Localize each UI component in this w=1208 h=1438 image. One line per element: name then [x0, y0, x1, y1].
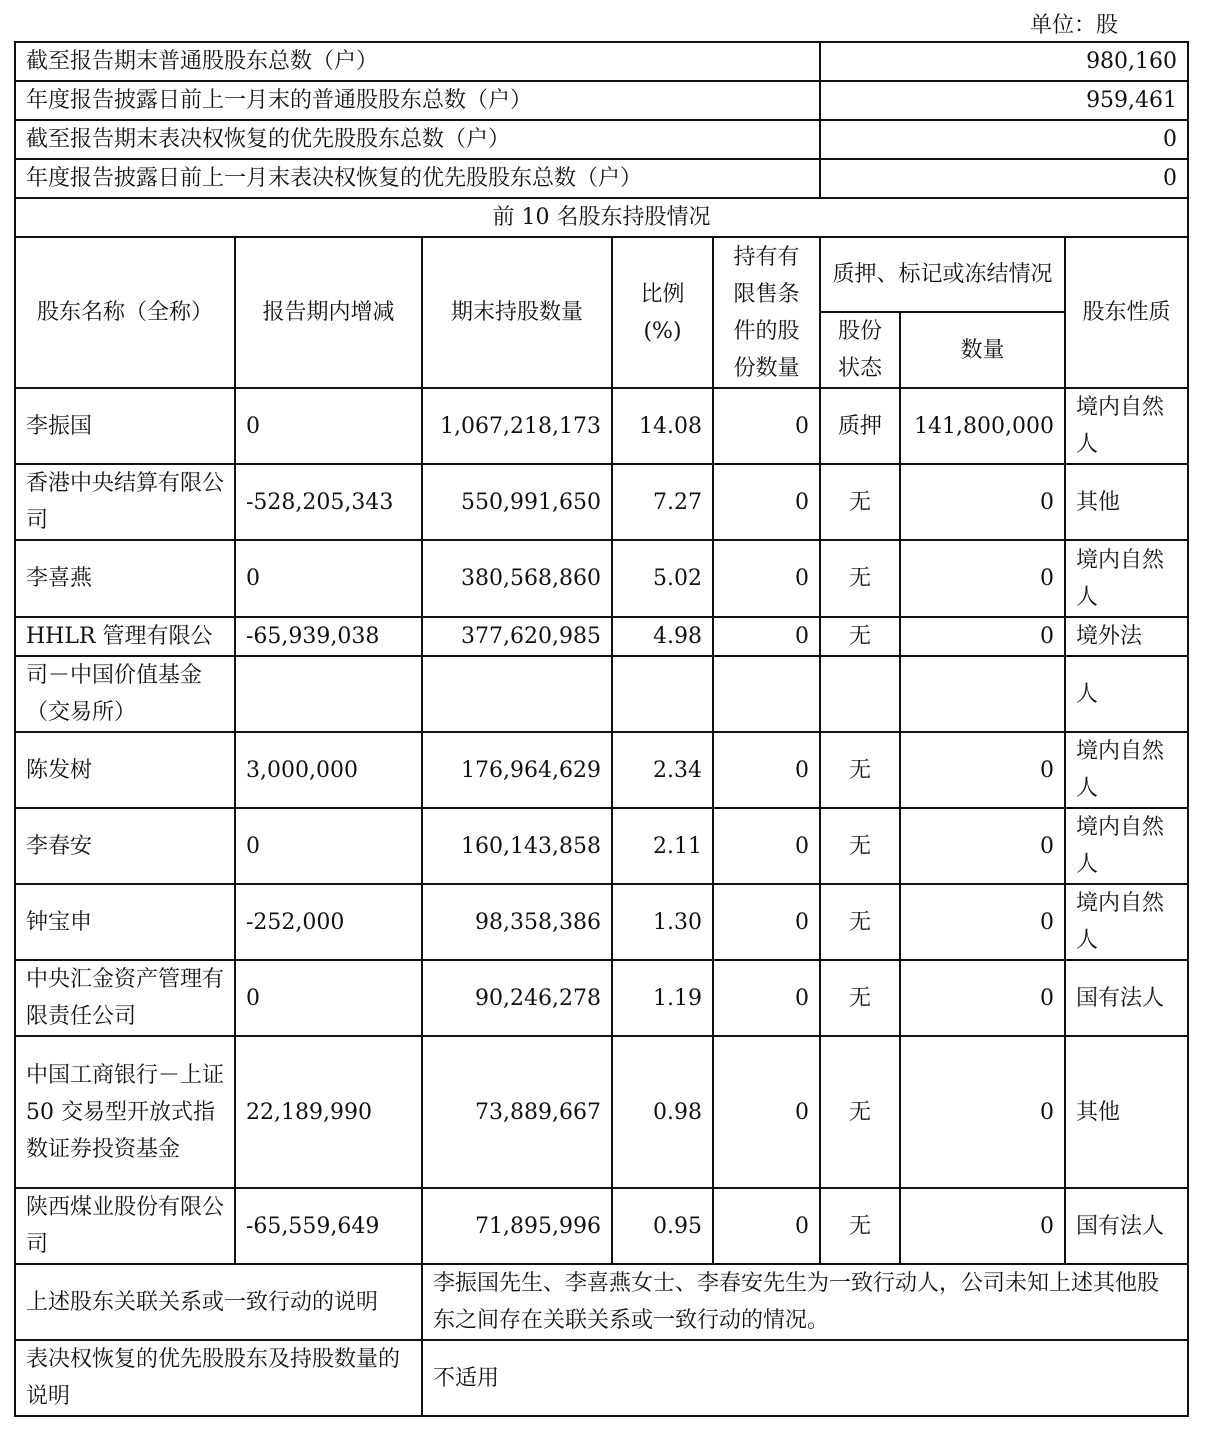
ratio: 1.30: [612, 884, 713, 960]
share-status: 无: [820, 732, 900, 808]
table-row: [15, 732, 1188, 808]
pledge-qty: 0: [900, 617, 1065, 656]
header-restricted: 持有有限售条件的股份数量: [713, 237, 820, 388]
held: 377,620,985: [422, 617, 612, 656]
summary-value: 0: [820, 120, 1188, 159]
ratio: 5.02: [612, 540, 713, 617]
change: -528,205,343: [235, 464, 422, 540]
header-held: 期末持股数量: [422, 237, 612, 388]
table-row: [15, 656, 1188, 732]
summary-value: 0: [820, 159, 1188, 198]
change: -65,939,038: [235, 617, 422, 656]
restricted: 0: [713, 808, 820, 884]
shareholder-name: 李春安: [15, 808, 235, 884]
pledge-qty: 0: [900, 732, 1065, 808]
section-title: 前 10 名股东持股情况: [15, 198, 1188, 237]
held: 550,991,650: [422, 464, 612, 540]
header-qty: 数量: [900, 312, 1065, 388]
share-status: [820, 656, 900, 732]
note-label: 表决权恢复的优先股股东及持股数量的说明: [15, 1340, 422, 1416]
held: 71,895,996: [422, 1188, 612, 1264]
header-name: 股东名称（全称）: [15, 237, 235, 388]
nature: 境内自然人: [1065, 732, 1188, 808]
shareholder-name: 陈发树: [15, 732, 235, 808]
nature: 境外法: [1065, 617, 1188, 656]
restricted: 0: [713, 960, 820, 1036]
share-status: 无: [820, 808, 900, 884]
shareholder-name: 李振国: [15, 388, 235, 464]
ratio: 2.11: [612, 808, 713, 884]
ratio: 2.34: [612, 732, 713, 808]
change: -65,559,649: [235, 1188, 422, 1264]
nature: 境内自然人: [1065, 388, 1188, 464]
summary-row: [15, 120, 1188, 159]
change: 3,000,000: [235, 732, 422, 808]
held: 1,067,218,173: [422, 388, 612, 464]
shareholder-name: 陕西煤业股份有限公司: [15, 1188, 235, 1264]
summary-label: 年度报告披露日前上一月末表决权恢复的优先股股东总数（户）: [15, 159, 820, 198]
table-row: [15, 388, 1188, 464]
change: 0: [235, 540, 422, 617]
pledge-qty: [900, 656, 1065, 732]
share-status: 无: [820, 960, 900, 1036]
change: [235, 656, 422, 732]
restricted: 0: [713, 540, 820, 617]
summary-row: [15, 42, 1188, 81]
shareholder-name: 钟宝申: [15, 884, 235, 960]
header-status: 股份状态: [820, 312, 900, 388]
note-label: 上述股东关联关系或一致行动的说明: [15, 1264, 422, 1340]
note-value: 李振国先生、李喜燕女士、李春安先生为一致行动人，公司未知上述其他股东之间存在关联关系或一致行动的情况。: [422, 1264, 1188, 1340]
change: 0: [235, 960, 422, 1036]
nature: 境内自然人: [1065, 808, 1188, 884]
table-row: [15, 884, 1188, 960]
restricted: 0: [713, 617, 820, 656]
header-pledge: 质押、标记或冻结情况: [820, 237, 1065, 312]
shareholder-table: [14, 41, 1189, 1417]
nature: 其他: [1065, 1036, 1188, 1188]
note-row: [15, 1264, 1188, 1340]
change: -252,000: [235, 884, 422, 960]
pledge-qty: 0: [900, 808, 1065, 884]
summary-value: 959,461: [820, 81, 1188, 120]
header-ratio: 比例(%): [612, 237, 713, 388]
table-row: [15, 808, 1188, 884]
header-nature: 股东性质: [1065, 237, 1188, 388]
restricted: 0: [713, 1036, 820, 1188]
shareholder-name: 香港中央结算有限公司: [15, 464, 235, 540]
note-row: [15, 1340, 1188, 1416]
nature: 其他: [1065, 464, 1188, 540]
restricted: 0: [713, 732, 820, 808]
ratio: [612, 656, 713, 732]
pledge-qty: 0: [900, 884, 1065, 960]
share-status: 无: [820, 884, 900, 960]
held: 73,889,667: [422, 1036, 612, 1188]
summary-value: 980,160: [820, 42, 1188, 81]
nature: 人: [1065, 656, 1188, 732]
ratio: 4.98: [612, 617, 713, 656]
pledge-qty: 0: [900, 1188, 1065, 1264]
ratio: 0.98: [612, 1036, 713, 1188]
nature: 境内自然人: [1065, 540, 1188, 617]
ratio: 0.95: [612, 1188, 713, 1264]
shareholder-name: 司－中国价值基金（交易所）: [15, 656, 235, 732]
restricted: 0: [713, 388, 820, 464]
held: 380,568,860: [422, 540, 612, 617]
table-row: [15, 464, 1188, 540]
ratio: 14.08: [612, 388, 713, 464]
shareholder-name: 李喜燕: [15, 540, 235, 617]
held: 160,143,858: [422, 808, 612, 884]
restricted: 0: [713, 884, 820, 960]
share-status: 质押: [820, 388, 900, 464]
summary-row: [15, 159, 1188, 198]
restricted: [713, 656, 820, 732]
change: 22,189,990: [235, 1036, 422, 1188]
summary-label: 截至报告期末普通股股东总数（户）: [15, 42, 820, 81]
table-row: [15, 1036, 1188, 1188]
nature: 国有法人: [1065, 1188, 1188, 1264]
summary-label: 年度报告披露日前上一月末的普通股股东总数（户）: [15, 81, 820, 120]
change: 0: [235, 808, 422, 884]
share-status: 无: [820, 540, 900, 617]
ratio: 1.19: [612, 960, 713, 1036]
held: [422, 656, 612, 732]
unit-label: 单位：股: [1030, 13, 1119, 38]
note-value: 不适用: [422, 1340, 1188, 1416]
shareholder-name: 中央汇金资产管理有限责任公司: [15, 960, 235, 1036]
shareholder-name: 中国工商银行－上证 50 交易型开放式指数证券投资基金: [15, 1036, 235, 1188]
change: 0: [235, 388, 422, 464]
restricted: 0: [713, 464, 820, 540]
summary-row: [15, 81, 1188, 120]
table-row: [15, 540, 1188, 617]
held: 90,246,278: [422, 960, 612, 1036]
held: 176,964,629: [422, 732, 612, 808]
restricted: 0: [713, 1188, 820, 1264]
nature: 境内自然人: [1065, 884, 1188, 960]
header-change: 报告期内增减: [235, 237, 422, 388]
pledge-qty: 0: [900, 1036, 1065, 1188]
table-row: [15, 960, 1188, 1036]
held: 98,358,386: [422, 884, 612, 960]
pledge-qty: 141,800,000: [900, 388, 1065, 464]
table-row: [15, 617, 1188, 656]
table-row: [15, 1188, 1188, 1264]
shareholder-name: HHLR 管理有限公: [15, 617, 235, 656]
nature: 国有法人: [1065, 960, 1188, 1036]
summary-label: 截至报告期末表决权恢复的优先股股东总数（户）: [15, 120, 820, 159]
pledge-qty: 0: [900, 960, 1065, 1036]
pledge-qty: 0: [900, 464, 1065, 540]
share-status: 无: [820, 1188, 900, 1264]
pledge-qty: 0: [900, 540, 1065, 617]
share-status: 无: [820, 617, 900, 656]
share-status: 无: [820, 464, 900, 540]
share-status: 无: [820, 1036, 900, 1188]
ratio: 7.27: [612, 464, 713, 540]
